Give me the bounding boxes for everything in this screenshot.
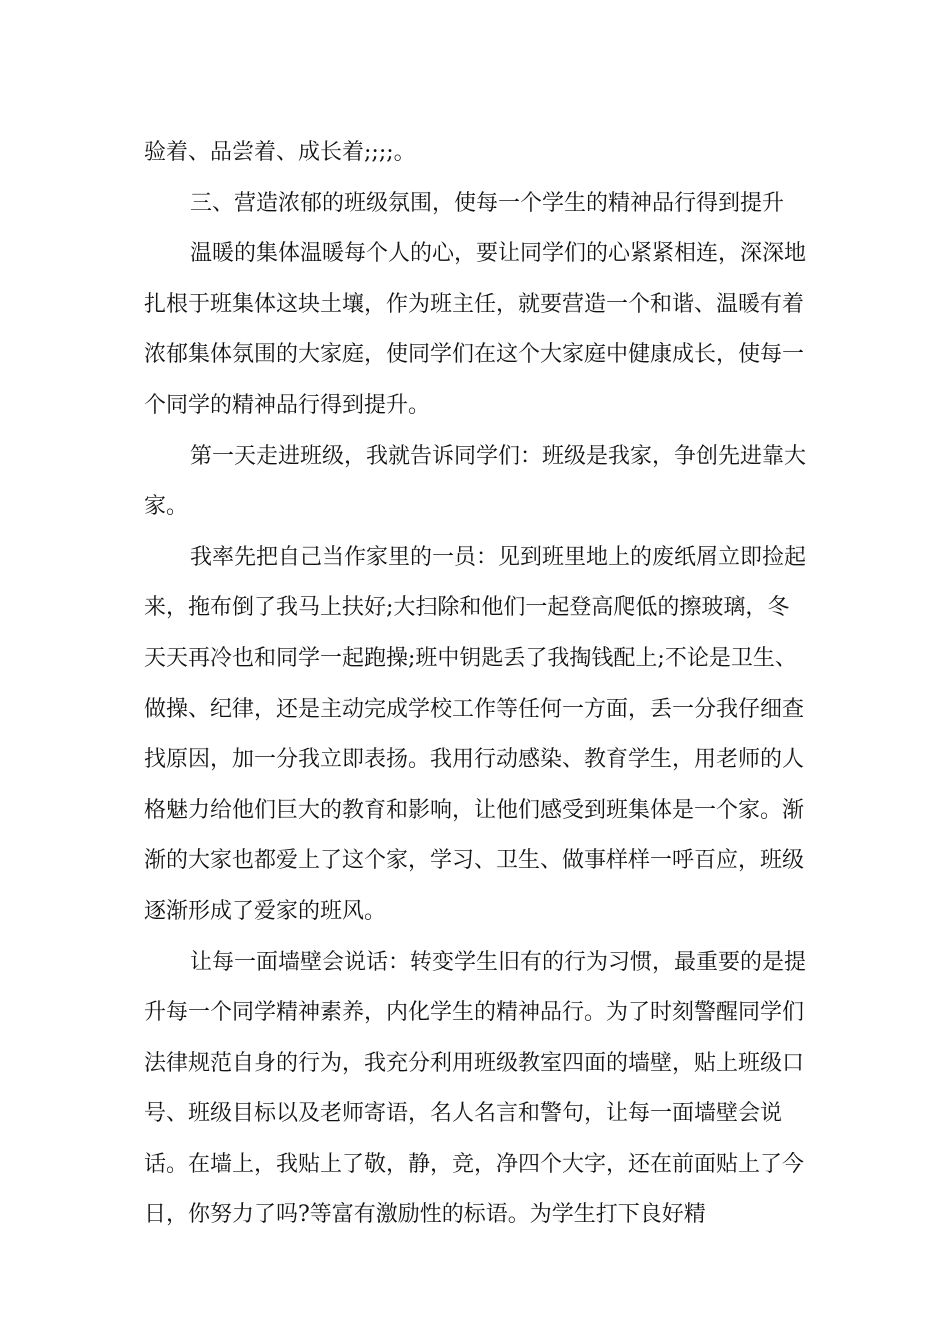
document-body <box>144 128 806 1241</box>
paragraph-continuation: 验着、品尝着、成长着;;;;。 <box>144 140 416 165</box>
paragraph: 我率先把自己当作家里的一员：见到班里地上的废纸屑立即捡起来，拖布倒了我马上扶好;大扫除和他们一起登高爬低的擦玻璃，冬天天再冷也和同学一起跑操;班中钥匙丢了我掏钱配上;不论是卫生、做操、纪律，还是主动完成学校工作等任何一方面，丢一分我仔细查找原因，加一分我立即表扬。我用行动感染、教育学生，用老师的人格魅力给他们巨大的教育和影响，让他们感受到班集体是一个家。渐渐的大家也都爱上了这个家，学习、卫生、做事样样一呼百应，班级逐渐形成了爱家的班风。 <box>144 544 807 924</box>
paragraph: 让每一面墙壁会说话：转变学生旧有的行为习惯，最重要的是提升每一个同学精神素养，内化学生的精神品行。为了时刻警醒同学们法律规范自身的行为，我充分利用班级教室四面的墙壁，贴上班级口号、班级目标以及老师寄语，名人名言和警句，让每一面墙壁会说话。在墙上，我贴上了敬，静，竞，净四个大字，还在前面贴上了今日，你努力了吗?等富有激励性的标语。为学生打下良好精 <box>144 949 807 1228</box>
paragraph: 第一天走进班级，我就告诉同学们：班级是我家，争创先进靠大家。 <box>144 443 807 520</box>
section-heading: 三、营造浓郁的班级氛围，使每一个学生的精神品行得到提升 <box>190 190 785 216</box>
paragraph: 温暖的集体温暖每个人的心，要让同学们的心紧紧相连，深深地扎根于班集体这块土壤，作为班主任，就要营造一个和谐、温暖有着浓郁集体氛围的大家庭，使同学们在这个大家庭中健康成长，使每一个同学的精神品行得到提升。 <box>144 241 807 418</box>
